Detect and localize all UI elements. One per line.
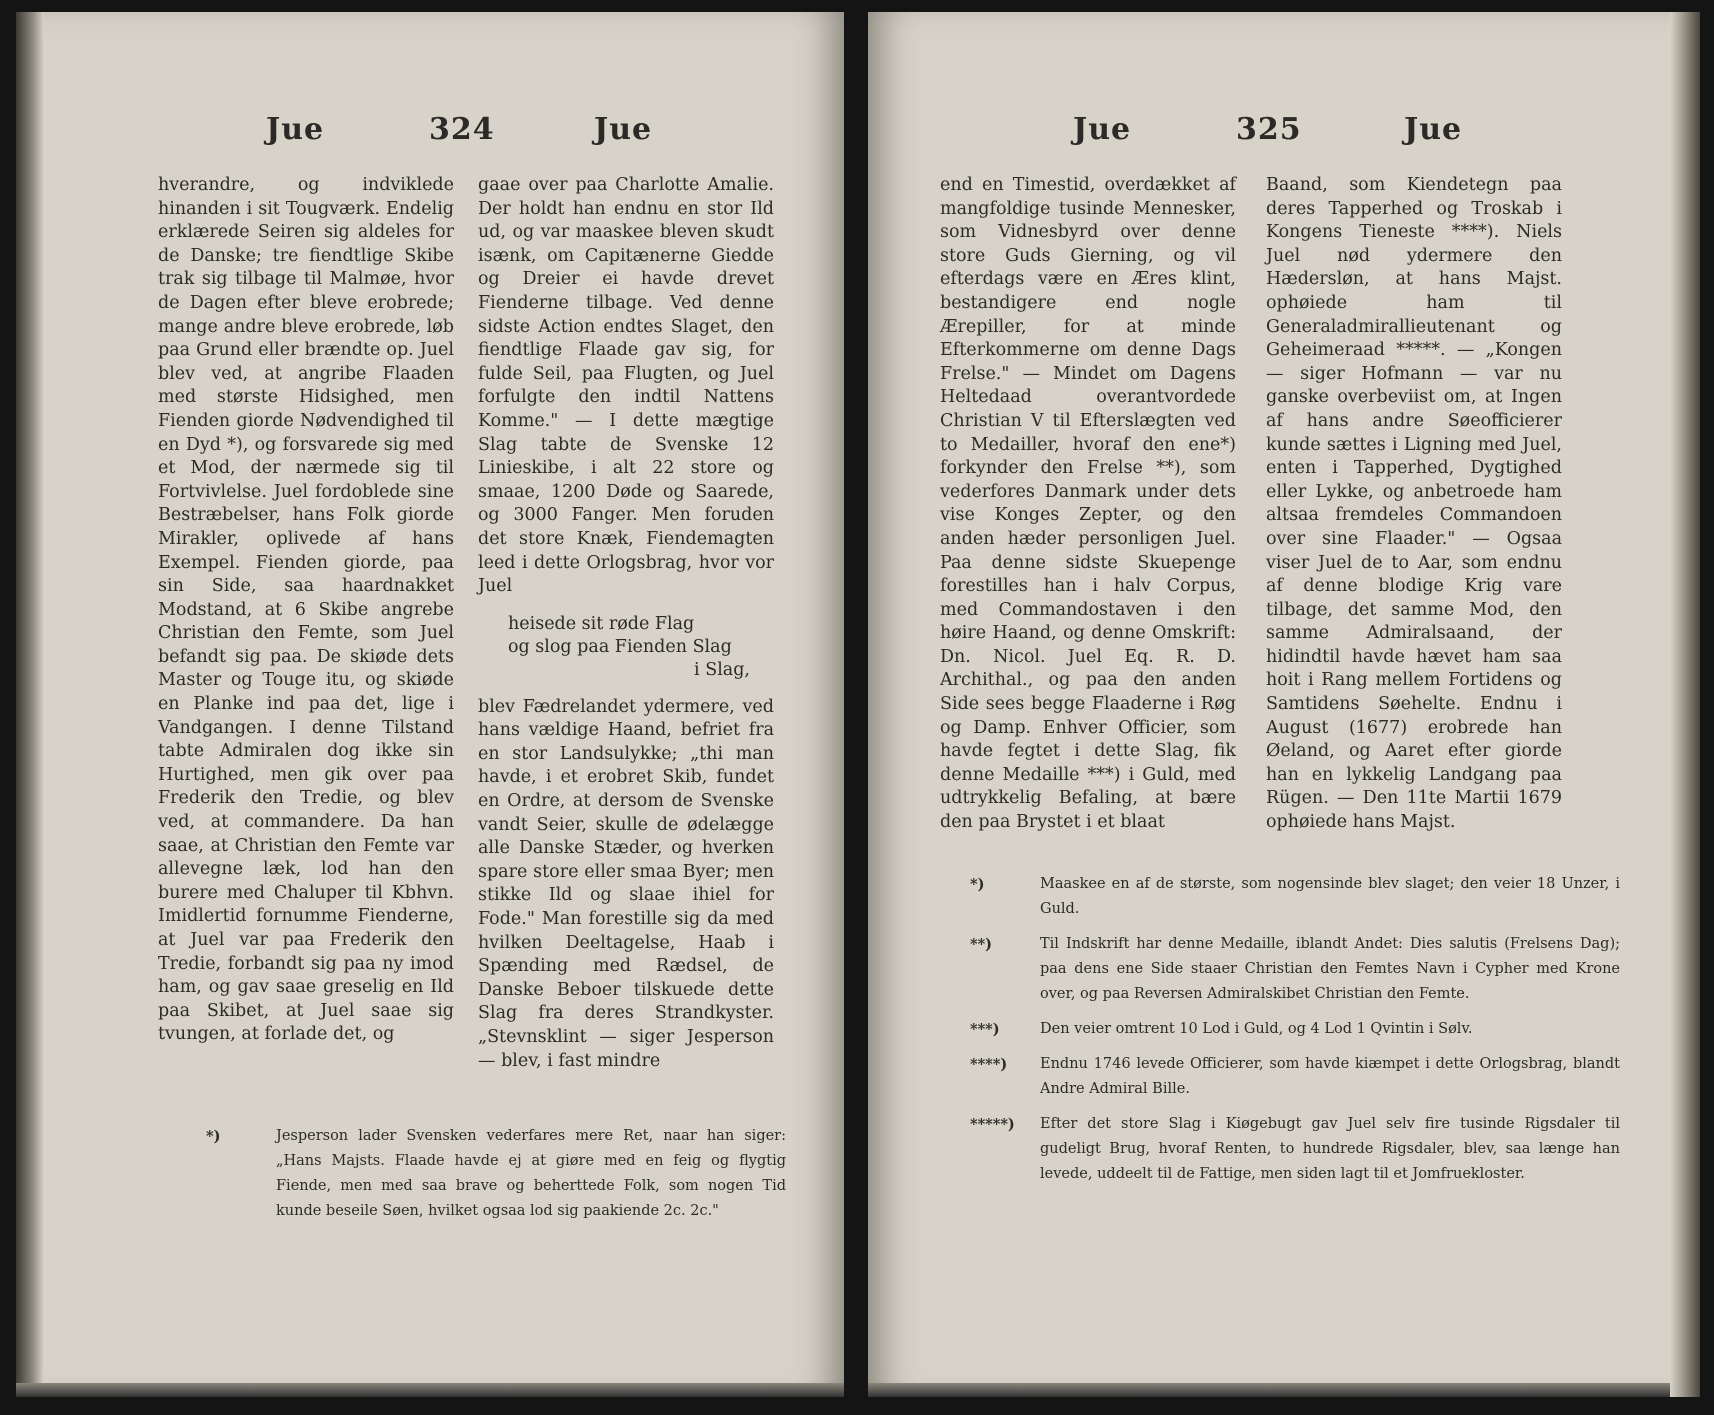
footnote-mark: ****) (970, 1056, 1008, 1073)
running-head-left: Jue (1073, 112, 1132, 147)
footnote-text: Til Indskrift har denne Medaille, iblandt Andet: Dies salutis (Frelsens Dag); paa dens ene Side staaer Christian den Femtes Navn i Cypher med Krone over, og paa Reversen Admiralskibet Christian den Femte. (1040, 936, 1620, 1002)
footnote-mark: *) (970, 876, 985, 893)
body-text: Baand, som Kiendetegn paa deres Tapperhed og Troskab i Kongens Tieneste ****). Niels Juel nød ydermere den Hædersløn, at hans Majst. ophøiede ham til Generaladmirallieutenant og Geheimeraad *****. — „Kongen — siger Hofmann — var nu ganske overbeviist om, at Ingen af hans andre Søeofficierer kunde sættes i Ligning med Juel, enten i Tapperhed, Dygtighed eller Lykke, og anbetroede ham altsaa fremdeles Commandoen over sine Flaader." — Ogsaa viser Juel de to Aar, som endnu af denne blodige Krig vare tilbage, det samme Mod, den samme Admiralsaand, der hidindtil havde hævet ham saa hoit i Rang mellem Fortidens og Samtidens Søehelte. Endnu i August (1677) erobrede han Øeland, og Aaret efter giorde han en lykkelig Landgang paa Rügen. — Den 11te Martii 1679 ophøiede hans Majst. (1266, 175, 1562, 833)
page-number: 325 (1236, 112, 1302, 147)
verse-line: i Slag, (694, 659, 750, 680)
body-text: hverandre, og indviklede hinanden i sit Tougværk. Endelig erklærede Seiren sig aldeles for de Danske; tre fiendtlige Skibe trak sig tilbage til Malmøe, hvor de Dagen efter bleve erobrede; mange andre bleve erobrede, løb paa Grund eller brændte op. Juel blev ved, at angribe Flaaden med største Hidsighed, men Fienden giorde Nødvendighed til en Dyd *), og forsvarede sig med et Mod, der nærmede sig til Fortvivlelse. Juel fordoblede sine Bestræbelser, hans Folk giorde Mirakler, oplivede af hans Exempel. Fienden giorde, paa sin Side, saa haardnakket Modstand, at 6 Skibe angrebe Christian den Femte, som Juel befandt sig paa. De skiøde dets Master og Touge itu, og skiøde en Planke ind paa det, lige i Vandgangen. I denne Tilstand tabte Admiralen dog ikke sin Hurtighed, men gik over paa Frederik den Tredie, og blev ved, at commandere. Da han saae, at Christian den Femte var allevegne læk, lod han den burere med Chaluper til Kbhvn. Imidlertid fornumme Fienderne, at Juel var paa Frederik den Tredie, forbandt sig paa ny imod ham, og gav saae greselig en Ild paa Skibet, at Juel saae sig tvungen, at forlade det, og (158, 175, 454, 1045)
text-column-2 (1266, 174, 1562, 835)
running-head-right: Jue (594, 112, 653, 147)
verse-line: heisede sit røde Flag (508, 613, 695, 634)
verse-line: og slog paa Fienden Slag (508, 636, 732, 657)
page-edge (16, 1383, 844, 1397)
footnote-mark: *) (206, 1128, 221, 1145)
footnote (970, 932, 1620, 1007)
body-text: blev Fædrelandet ydermere, ved hans vældige Haand, befriet fra en stor Landsulykke; „thi man havde, i et erobret Skib, fundet en Ordre, at dersom de Svenske vandt Seier, skulle de ødelægge alle Danske Stæder, og hverken spare store eller smaa Byer; men stikke Ild og slaae ihiel for Fode." Man forestille sig da med hvilken Deeltagelse, Haab i Spænding med Rædsel, de Danske Beboer tilskuede dette Slag fra deres Strandkyster. „Stevnsklint — siger Jesperson — blev, i fast mindre (478, 696, 774, 1071)
footnote-text: Maaskee en af de største, som nogensinde blev slaget; den veier 18 Unzer, i Guld. (1040, 876, 1620, 917)
footnote-mark: **) (970, 936, 993, 953)
footnote (970, 1112, 1620, 1187)
right-page (868, 12, 1700, 1397)
left-page (16, 12, 844, 1397)
verse-quote (508, 613, 764, 682)
running-head-left: Jue (266, 112, 325, 147)
footnote-text: Den veier omtrent 10 Lod i Guld, og 4 Lod 1 Qvintin i Sølv. (1040, 1021, 1473, 1037)
text-column-1 (158, 174, 454, 1047)
page-number: 324 (429, 112, 495, 147)
footnote-text: Jesperson lader Svensken vederfares mere Ret, naar han siger: „Hans Majsts. Flaade havde ej at giøre med en feig og flygtig Fiende, men med saa brave og beherttede Folk, som nogen Tid kunde beseile Søen, hvilket ogsaa lod sig paakiende 2c. 2c." (276, 1128, 786, 1219)
text-column-2 (478, 174, 774, 1073)
body-text: gaae over paa Charlotte Amalie. Der holdt han endnu en stor Ild ud, og var maaskee bleven skudt isænk, om Capitænerne Giedde og Dreier ei havde drevet Fienderne tilbage. Ved denne sidste Action endtes Slaget, den fiendtlige Flaade gav sig, for fulde Seil, paa Flugten, og Juel forfulgte den indtil Nattens Komme." — I dette mægtige Slag tabte de Svenske 12 Linieskibe, i alt 22 store og smaae, 1200 Døde og Saarede, og 3000 Fanger. Men foruden det store Knæk, Fiendemagten leed i dette Orlogsbrag, hvor vor Juel (478, 175, 774, 597)
footnote (970, 1052, 1620, 1102)
body-text: end en Timestid, overdækket af mangfoldige tusinde Mennesker, som Vidnesbyrd over denne store Guds Gierning, og vil efterdags være en Æres klint, bestandigere end nogle Ærepiller, for at minde Efterkommerne om denne Dags Frelse." — Mindet om Dagens Heltedaad overantvordede Christian V til Efterslægten ved to Medailler, hvoraf den ene*) forkynder den Frelse **), som vederfores Danmark under dets vise Konges Zepter, og den anden hæder personligen Juel. Paa denne sidste Skuepenge forestilles han i halv Corpus, med Commandostaven i den høire Haand, og denne Omskrift: Dn. Nicol. Juel Eq. R. D. Archithal., og paa den anden Side sees begge Flaaderne i Røg og Damp. Enhver Officier, som havde fegtet i dette Slag, fik denne Medaille ***) i Guld, med udtrykkelig Befaling, at bære den paa Brystet i et blaat (940, 175, 1236, 833)
footnote (970, 1017, 1620, 1042)
footnote-text: Endnu 1746 levede Officierer, som havde kiæmpet i dette Orlogsbrag, blandt Andre Admiral Bille. (1040, 1056, 1620, 1097)
footnotes (970, 872, 1620, 1197)
footnote (206, 1124, 786, 1224)
footnote-mark: *****) (970, 1116, 1015, 1133)
footnote-mark: ***) (970, 1021, 1000, 1038)
page-edge (868, 1383, 1700, 1397)
footnote (970, 872, 1620, 922)
text-column-1 (940, 174, 1236, 835)
footnote-text: Efter det store Slag i Kiøgebugt gav Juel selv fire tusinde Rigsdaler til gudeligt Brug, hvoraf Renten, to hundrede Rigsdaler, blev, saa længe han levede, uddeelt til de Fattige, men siden lagt til et Jomfruekloster. (1040, 1116, 1620, 1182)
footnotes (206, 1124, 786, 1234)
running-head-right: Jue (1404, 112, 1463, 147)
